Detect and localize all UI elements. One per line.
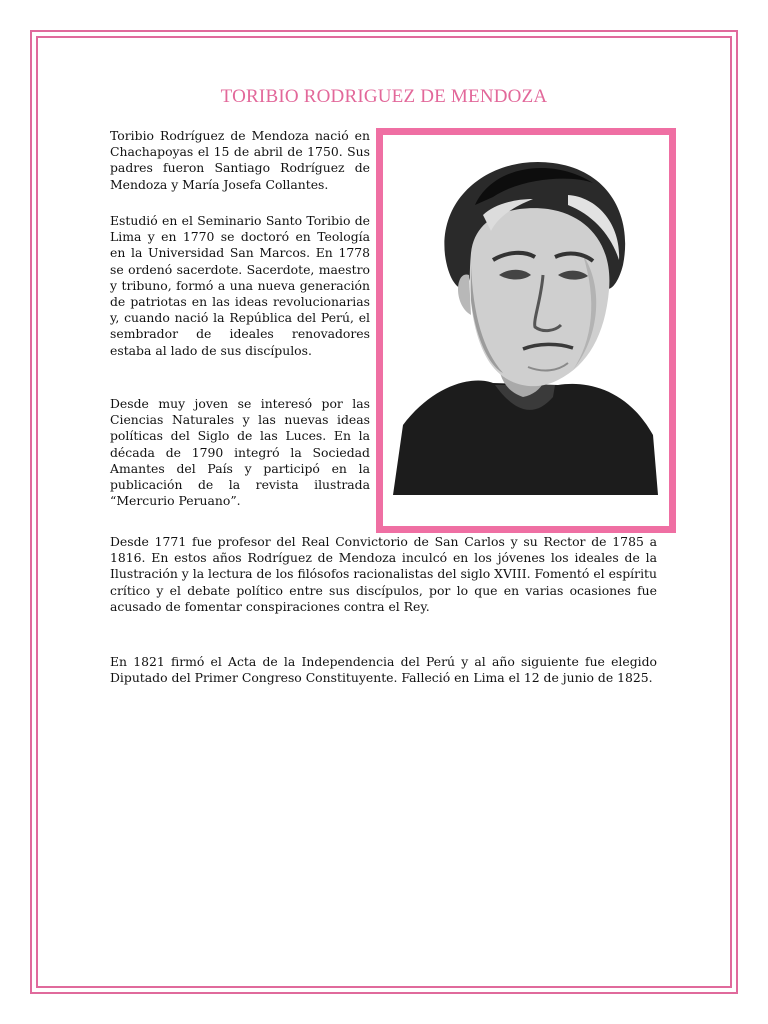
paragraph-birth: Toribio Rodríguez de Mendoza nació en Chachapoyas el 15 de abril de 1750. Sus padres fueron Santiago Rodríguez de Mendoza y María Josefa Collantes. — [110, 128, 370, 192]
page-title: TORIBIO RODRIGUEZ DE MENDOZA — [220, 86, 548, 107]
portrait-image — [376, 128, 676, 533]
portrait-drawing — [383, 135, 669, 526]
paragraph-studies: Estudió en el Seminario Santo Toribio de Lima y en 1770 se doctoró en Teología en la Universidad San Marcos. En 1778 se ordenó sacerdote. Sacerdote, maestro y tribuno, formó a una nueva generación de patriotas en las ideas revolucionarias y, cuando nació la República del Perú, el sembrador de ideales renovadores estaba al lado de sus discípulos. — [110, 213, 370, 358]
paragraph-youth: Desde muy joven se interesó por las Ciencias Naturales y las nuevas ideas políticas del Siglo de las Luces. En la década de 1790 integró la Sociedad Amantes del País y participó en la publicación de la revista ilustrada “Mercurio Peruano”. — [110, 396, 370, 509]
paragraph-rector: Desde 1771 fue profesor del Real Convictorio de San Carlos y su Rector de 1785 a 1816. En estos años Rodríguez de Mendoza inculcó en los jóvenes los ideales de la Ilustración y la lectura de los filósofos racionalistas del siglo XVIII. Fomentó el espíritu crítico y el debate político entre sus discípulos, por lo que en varias ocasiones fue acusado de fomentar conspiraciones contra el Rey. — [110, 534, 657, 614]
paragraph-independence: En 1821 firmó el Acta de la Independencia del Perú y al año siguiente fue elegido Diputado del Primer Congreso Constituyente. Falleció en Lima el 12 de junio de 1825. — [110, 654, 657, 686]
